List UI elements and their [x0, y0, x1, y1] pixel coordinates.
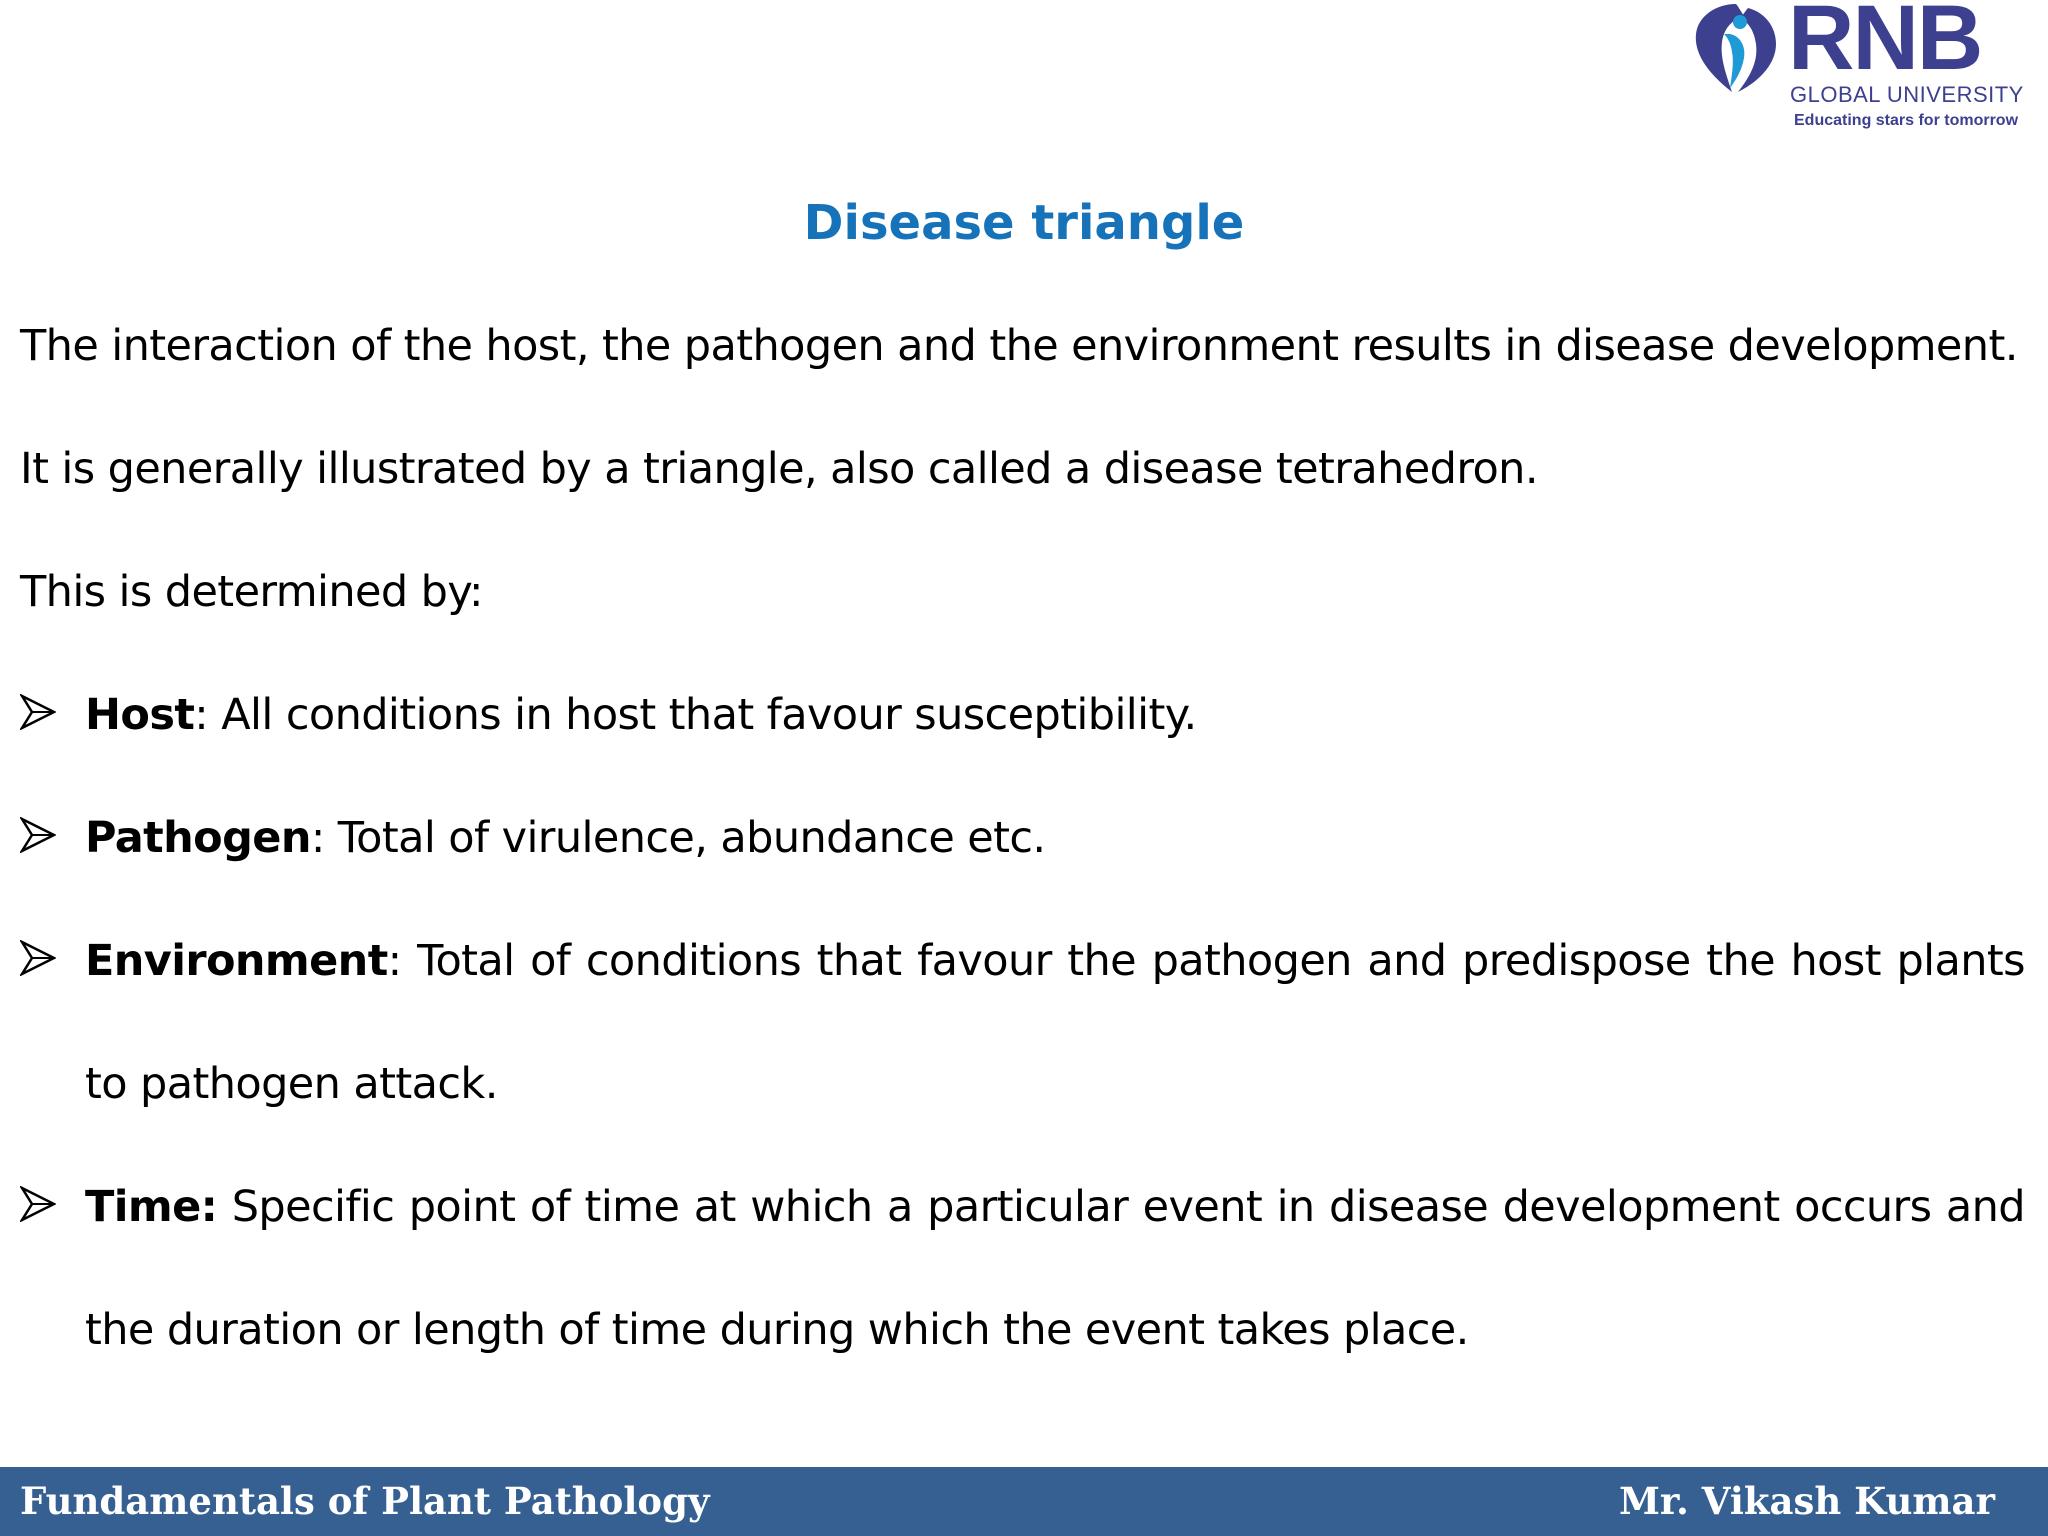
bullet-pathogen-term: Pathogen: [85, 813, 311, 863]
bullet-host-term: Host: [85, 690, 195, 740]
logo-subtitle: GLOBAL UNIVERSITY: [1790, 82, 2024, 107]
bullet-environment-term: Environment: [85, 936, 388, 986]
university-logo: [1686, 0, 2048, 140]
slide-title: Disease triangle: [803, 195, 1245, 251]
paragraph-interaction: The interaction of the host, the pathogen and the environment results in disease development.: [20, 321, 2018, 371]
arrowhead-bullet-icon: [20, 817, 56, 853]
bullet-environment-description: Total of conditions that favour the pathogen and predispose the host plants to pathogen attack.: [85, 936, 2025, 1109]
logo-emblem-icon: [1686, 0, 1786, 100]
bullet-environment-text: [85, 900, 2025, 1146]
bullet-pathogen-text: [85, 777, 2025, 900]
arrowhead-bullet-icon: [20, 1186, 56, 1222]
bullet-host-text: [85, 654, 2025, 777]
arrowhead-bullet-icon: [20, 940, 56, 976]
bullet-pathogen-separator: :: [310, 813, 325, 863]
bullet-time-term: Time:: [85, 1182, 218, 1232]
footer-course-title: Fundamentals of Plant Pathology: [20, 1479, 710, 1523]
paragraph-illustration: It is generally illustrated by a triangle, also called a disease tetrahedron.: [20, 444, 1538, 494]
paragraph-determined-by: This is determined by:: [20, 567, 483, 617]
logo-tagline: Educating stars for tomorrow: [1794, 112, 2019, 129]
bullet-time-text: [85, 1146, 2025, 1392]
footer-bar: [0, 1467, 2048, 1536]
arrowhead-bullet-icon: [20, 694, 56, 730]
bullet-pathogen-description: Total of virulence, abundance etc.: [324, 813, 1046, 863]
bullet-host-description: All conditions in host that favour susceptibility.: [208, 690, 1197, 740]
logo-wordmark: RNB: [1788, 0, 1982, 89]
bullet-host-separator: :: [194, 690, 209, 740]
bullet-environment-separator: :: [387, 936, 402, 986]
footer-author: Mr. Vikash Kumar: [1618, 1479, 1995, 1523]
bullet-time-description: Specific point of time at which a particular event in disease development occurs and the duration or length of time during which the event takes place.: [85, 1182, 2025, 1355]
